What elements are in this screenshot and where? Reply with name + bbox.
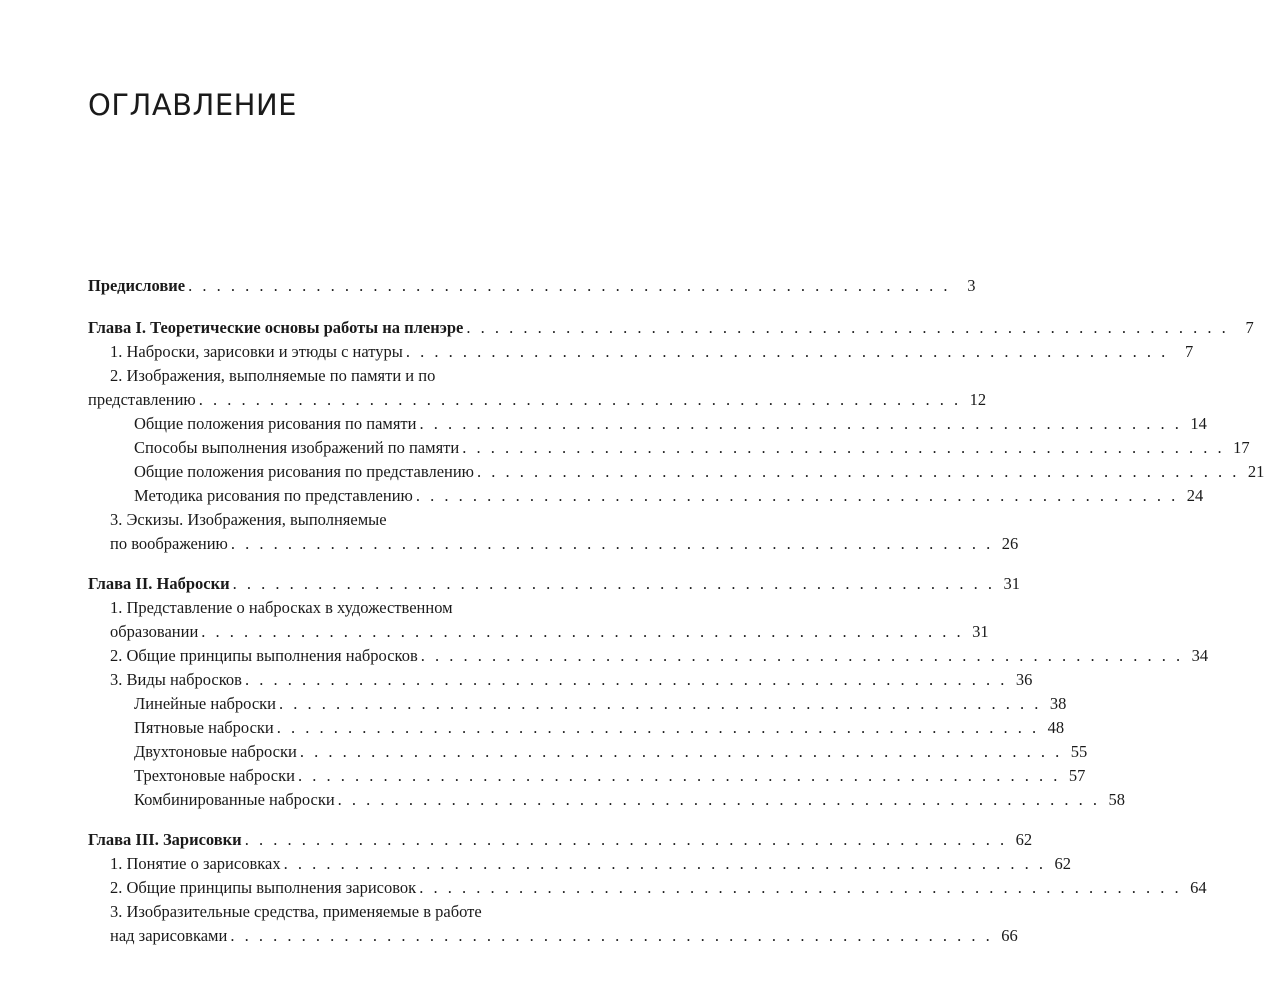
dot-leader: . . . . . . . . . . . . . . . . . . . . . . . . . . . . . . . . . . . . . . . . . . . . . . . . . . . . . .	[279, 694, 1042, 713]
toc-page-number: 31	[1003, 574, 1020, 593]
toc-page-number: 26	[1001, 534, 1019, 553]
dot-leader: . . . . . . . . . . . . . . . . . . . . . . . . . . . . . . . . . . . . . . . . . . . . . . . . . . . . . .	[230, 534, 994, 553]
toc-entry-chapter-1[interactable]	[88, 316, 1254, 340]
toc-entry-title: 2. Общие принципы выполнения набросков	[110, 644, 421, 668]
toc-page-number: 62	[1015, 830, 1033, 849]
toc-page-number: 14	[1190, 414, 1207, 433]
toc-entry-section[interactable]	[88, 668, 1033, 692]
toc-entry-subsection[interactable]	[88, 412, 1207, 436]
toc-page-number: 12	[969, 390, 987, 409]
toc-entry-section[interactable]	[88, 924, 1018, 948]
toc-entry-title: 1. Понятие о зарисовках	[110, 852, 284, 876]
toc-entry-title: Двухтоновые наброски	[134, 740, 300, 764]
toc-entry-subsection[interactable]	[88, 788, 1126, 812]
toc-entry-subsection[interactable]	[88, 436, 1250, 460]
dot-leader: . . . . . . . . . . . . . . . . . . . . . . . . . . . . . . . . . . . . . . . . . . . . . . . . . . . . . .	[462, 438, 1225, 457]
toc-page-number: 24	[1186, 486, 1204, 505]
toc-entry-preface[interactable]	[88, 274, 976, 298]
toc-entry-title: Способы выполнения изображений по памяти	[134, 436, 462, 460]
dot-leader: . . . . . . . . . . . . . . . . . . . . . . . . . . . . . . . . . . . . . . . . . . . . . . . . . . . . . .	[244, 830, 1008, 849]
dot-leader: . . . . . . . . . . . . . . . . . . . . . . . . . . . . . . . . . . . . . . . . . . . . . . . . . . . . . .	[477, 462, 1240, 481]
dot-leader: . . . . . . . . . . . . . . . . . . . . . . . . . . . . . . . . . . . . . . . . . . . . . . . . . . . . . .	[337, 790, 1101, 809]
toc-entry-title: 1. Наброски, зарисовки и этюды с натуры	[110, 340, 406, 364]
toc-entry-section[interactable]	[88, 644, 1209, 668]
toc-page-number: 21	[1247, 462, 1264, 481]
toc-entry-title: по воображению	[110, 532, 231, 556]
toc-entry-section-line1[interactable]: 1. Представление о набросках в художественном	[110, 598, 453, 617]
toc-page-number: 58	[1108, 790, 1126, 809]
toc-page-number: 57	[1068, 766, 1086, 785]
toc-entry-title: представлению	[88, 388, 199, 412]
toc-entry-subsection[interactable]	[88, 716, 1065, 740]
dot-leader: . . . . . . . . . . . . . . . . . . . . . . . . . . . . . . . . . . . . . . . . . . . . . . . . . . . . . .	[232, 574, 995, 593]
toc-page-number: 48	[1047, 718, 1065, 737]
toc-page-number: 62	[1054, 854, 1071, 873]
toc-page-number: 7	[1184, 342, 1194, 361]
toc-page-number: 3	[967, 276, 976, 295]
toc-entry-section[interactable]	[88, 532, 1019, 556]
toc-entry-section-line1[interactable]: 2. Изображения, выполняемые по памяти и по	[110, 366, 436, 385]
toc-entry-section[interactable]	[88, 340, 1194, 364]
toc-page-number: 31	[972, 622, 989, 641]
toc-entry-title: Линейные наброски	[134, 692, 279, 716]
toc-page-number: 38	[1049, 694, 1067, 713]
toc-entry-subsection[interactable]	[88, 484, 1204, 508]
dot-leader: . . . . . . . . . . . . . . . . . . . . . . . . . . . . . . . . . . . . . . . . . . . . . . . . . . . . . .	[466, 318, 1229, 337]
toc-entry-title: Пятновые наброски	[134, 716, 277, 740]
toc-entry-section[interactable]	[88, 876, 1207, 900]
toc-page-number: 34	[1191, 646, 1209, 665]
dot-leader: . . . . . . . . . . . . . . . . . . . . . . . . . . . . . . . . . . . . . . . . . . . . . . . . . . . . . .	[299, 742, 1063, 761]
dot-leader: . . . . . . . . . . . . . . . . . . . . . . . . . . . . . . . . . . . . . . . . . . . . . . . . . . . . . .	[198, 390, 962, 409]
toc-entry-subsection[interactable]	[88, 764, 1086, 788]
toc-entry-title: над зарисовками	[110, 924, 230, 948]
toc-entry-subsection[interactable]	[88, 692, 1067, 716]
toc-entry-title: Общие положения рисования по памяти	[134, 412, 419, 436]
page-title: ОГЛАВЛЕНИЕ	[88, 88, 298, 122]
toc-page-number: 17	[1233, 438, 1250, 457]
dot-leader: . . . . . . . . . . . . . . . . . . . . . . . . . . . . . . . . . . . . . . . . . . . . . . . . . . . . . .	[405, 342, 1169, 361]
toc-entry-subsection[interactable]	[88, 740, 1088, 764]
dot-leader: . . . . . . . . . . . . . . . . . . . . . . . . . . . . . . . . . . . . . . . . . . . . . . . . . . . . . .	[419, 414, 1182, 433]
toc-entry-section[interactable]	[88, 388, 987, 412]
toc-entry-title: Методика рисования по представлению	[134, 484, 416, 508]
dot-leader: . . . . . . . . . . . . . . . . . . . . . . . . . . . . . . . . . . . . . . . . . . . . . . . . . . . . . .	[201, 622, 964, 641]
dot-leader: . . . . . . . . . . . . . . . . . . . . . . . . . . . . . . . . . . . . . . . . . . . . . . . . . . . . . .	[244, 670, 1008, 689]
dot-leader: . . . . . . . . . . . . . . . . . . . . . . . . . . . . . . . . . . . . . . . . . . . . . . . . . . . . . .	[188, 276, 951, 295]
toc-page-number: 55	[1070, 742, 1088, 761]
toc-entry-title: Глава III. Зарисовки	[88, 828, 245, 852]
toc-entry-title: 2. Общие принципы выполнения зарисовок	[110, 876, 419, 900]
toc-entry-title: Комбинированные наброски	[134, 788, 338, 812]
toc-entry-title: Трехтоновые наброски	[134, 764, 298, 788]
dot-leader: . . . . . . . . . . . . . . . . . . . . . . . . . . . . . . . . . . . . . . . . . . . . . . . . . . . . . .	[283, 854, 1046, 873]
toc-entry-subsection[interactable]	[88, 460, 1264, 484]
table-of-contents	[88, 274, 1264, 948]
toc-entry-section[interactable]	[88, 620, 989, 644]
toc-entry-title: образовании	[110, 620, 201, 644]
dot-leader: . . . . . . . . . . . . . . . . . . . . . . . . . . . . . . . . . . . . . . . . . . . . . . . . . . . . . .	[230, 926, 993, 945]
dot-leader: . . . . . . . . . . . . . . . . . . . . . . . . . . . . . . . . . . . . . . . . . . . . . . . . . . . . . .	[420, 646, 1184, 665]
toc-entry-chapter-2[interactable]	[88, 572, 1020, 596]
toc-page-number: 66	[1001, 926, 1018, 945]
dot-leader: . . . . . . . . . . . . . . . . . . . . . . . . . . . . . . . . . . . . . . . . . . . . . . . . . . . . . .	[276, 718, 1040, 737]
toc-entry-section-line1[interactable]: 3. Эскизы. Изображения, выполняемые	[110, 510, 387, 529]
toc-page-number: 36	[1015, 670, 1033, 689]
toc-page-number: 64	[1190, 878, 1207, 897]
toc-entry-title: Глава II. Наброски	[88, 572, 233, 596]
dot-leader: . . . . . . . . . . . . . . . . . . . . . . . . . . . . . . . . . . . . . . . . . . . . . . . . . . . . . .	[419, 878, 1182, 897]
toc-entry-section-line1[interactable]: 3. Изобразительные средства, применяемые в работе	[110, 902, 482, 921]
toc-entry-title: 3. Виды набросков	[110, 668, 245, 692]
toc-entry-title: Общие положения рисования по представлению	[134, 460, 477, 484]
toc-entry-title: Глава I. Теоретические основы работы на пленэре	[88, 316, 466, 340]
toc-entry-section[interactable]	[88, 852, 1071, 876]
toc-entry-chapter-3[interactable]	[88, 828, 1033, 852]
toc-entry-title: Предисловие	[88, 274, 188, 298]
dot-leader: . . . . . . . . . . . . . . . . . . . . . . . . . . . . . . . . . . . . . . . . . . . . . . . . . . . . . .	[415, 486, 1179, 505]
dot-leader: . . . . . . . . . . . . . . . . . . . . . . . . . . . . . . . . . . . . . . . . . . . . . . . . . . . . . .	[297, 766, 1061, 785]
toc-page-number: 7	[1245, 318, 1254, 337]
